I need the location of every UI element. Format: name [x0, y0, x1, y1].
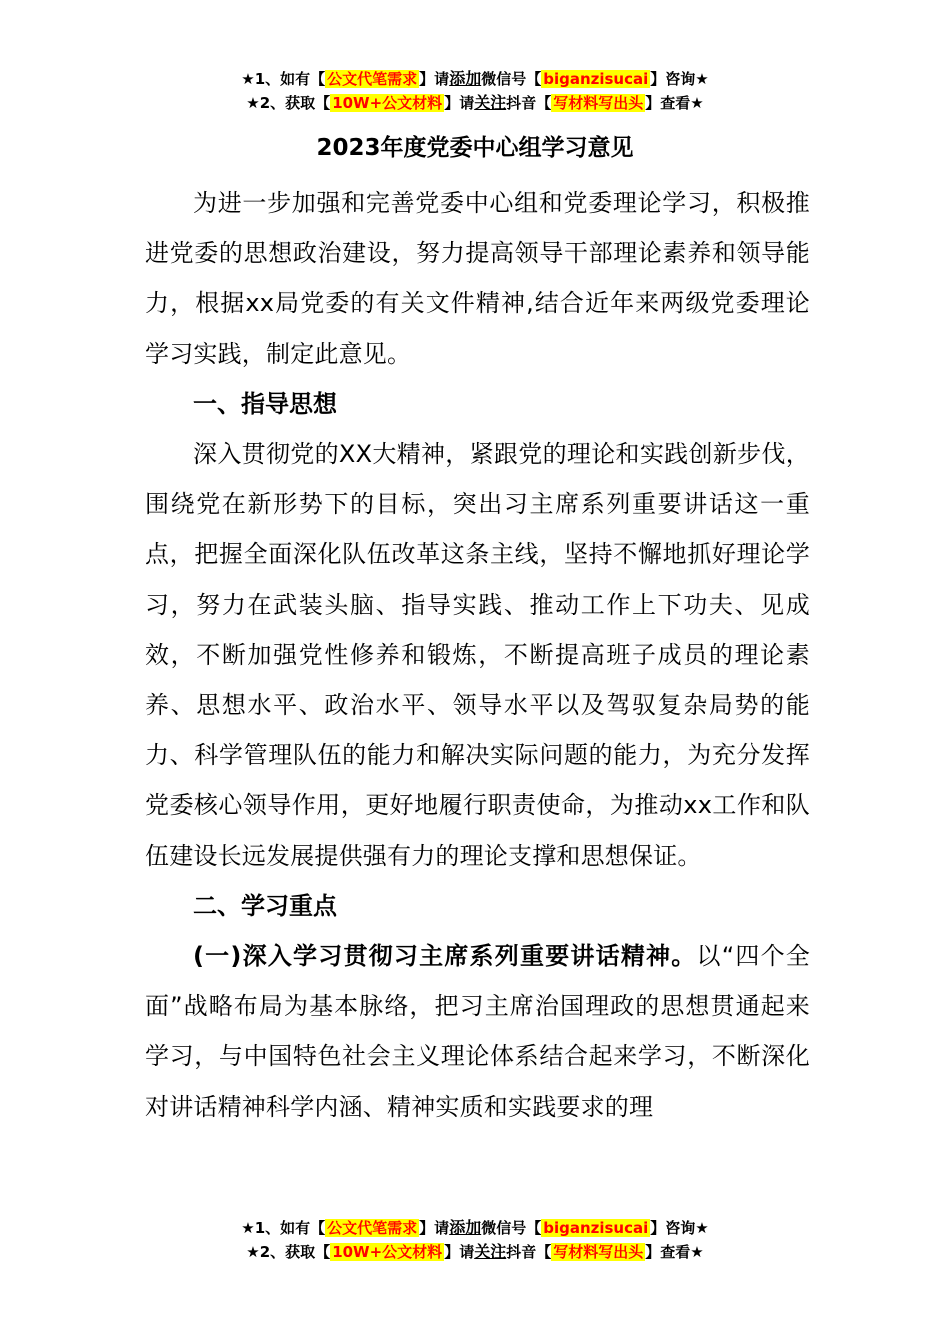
promo-text: 抖音【 [506, 1243, 552, 1261]
item-1-lead: (一)深入学习贯彻习主席系列重要讲话精神。 [193, 942, 697, 971]
promo-text: ★1、如有【 [241, 1219, 326, 1237]
document-title: 2023年度党委中心组学习意见 [316, 135, 634, 161]
section-heading-guiding-thought: 一、指导思想 [193, 389, 337, 418]
promo-line-2 [0, 1240, 950, 1264]
guiding-thought-paragraph: 深入贯彻党的XX大精神，紧跟党的理论和实践创新步伐，围绕党在新形势下的目标，突出习主席系列重要讲话这一重点，把握全面深化队伍改革这条主线，坚持不懈地抓好理论学习，努力在武装头脑、指导实践、推动工作上下功夫、见成效，不断加强党性修养和锻炼，不断提高班子成员的理论素养、思想水平、政治水平、领导水平以及驾驭复杂局势的能力、科学管理队伍的能力和解决实际问题的能力，为充分发挥党委核心领导作用，更好地履行职责使命，为推动xx工作和队伍建设长远发展提供强有力的理论支撑和思想保证。 [145, 440, 810, 870]
promo-text: 】查看★ [645, 1243, 704, 1261]
promo-line-1 [0, 1216, 950, 1240]
promo-highlight: 10W+公文材料 [332, 94, 443, 112]
promo-text: ★1、如有【 [241, 70, 326, 88]
promo-text: 抖音【 [506, 94, 552, 112]
promo-highlight: 公文代笔需求 [327, 70, 418, 88]
promo-underline: 关注 [474, 1242, 507, 1261]
douyin-id-highlight: 写材料写出头 [553, 94, 644, 112]
promo-text: 】请 [444, 1243, 475, 1261]
wechat-id-highlight: biganzisucai [543, 1219, 649, 1237]
promo-text: 微信号【 [481, 1219, 542, 1237]
promo-text: 】咨询★ [650, 1219, 709, 1237]
promo-text: 】请 [444, 94, 475, 112]
promo-line-2 [0, 91, 950, 115]
promo-text: ★2、获取【 [246, 1243, 331, 1261]
promo-underline: 添加 [449, 69, 482, 88]
document-body [145, 178, 810, 1132]
promo-highlight: 公文代笔需求 [327, 1219, 418, 1237]
wechat-id-highlight: biganzisucai [543, 70, 649, 88]
promo-line-1 [0, 67, 950, 91]
study-focus-item-1 [145, 931, 810, 1132]
douyin-id-highlight: 写材料写出头 [553, 1243, 644, 1261]
promo-text: 】查看★ [645, 94, 704, 112]
promo-underline: 关注 [474, 93, 507, 112]
intro-paragraph: 为进一步加强和完善党委中心组和党委理论学习，积极推进党委的思想政治建设，努力提高领导干部理论素养和领导能力，根据xx局党委的有关文件精神,结合近年来两级党委理论学习实践，制定此意见。 [145, 189, 810, 368]
promo-text: ★2、获取【 [246, 94, 331, 112]
item-1-text: 以“四个全面”战略布局为基本脉络，把习主席治国理政的思想贯通起来学习，与中国特色社会主义理论体系结合起来学习，不断深化对讲话精神科学内涵、精神实质和实践要求的理 [145, 942, 811, 1121]
promo-banner-top [0, 67, 950, 115]
promo-text: 】请 [419, 1219, 450, 1237]
promo-text: 】请 [419, 70, 450, 88]
promo-banner-bottom [0, 1216, 950, 1264]
promo-highlight: 10W+公文材料 [332, 1243, 443, 1261]
promo-text: 微信号【 [481, 70, 542, 88]
section-heading-study-focus: 二、学习重点 [193, 891, 337, 920]
promo-underline: 添加 [449, 1218, 482, 1237]
promo-text: 】咨询★ [650, 70, 709, 88]
